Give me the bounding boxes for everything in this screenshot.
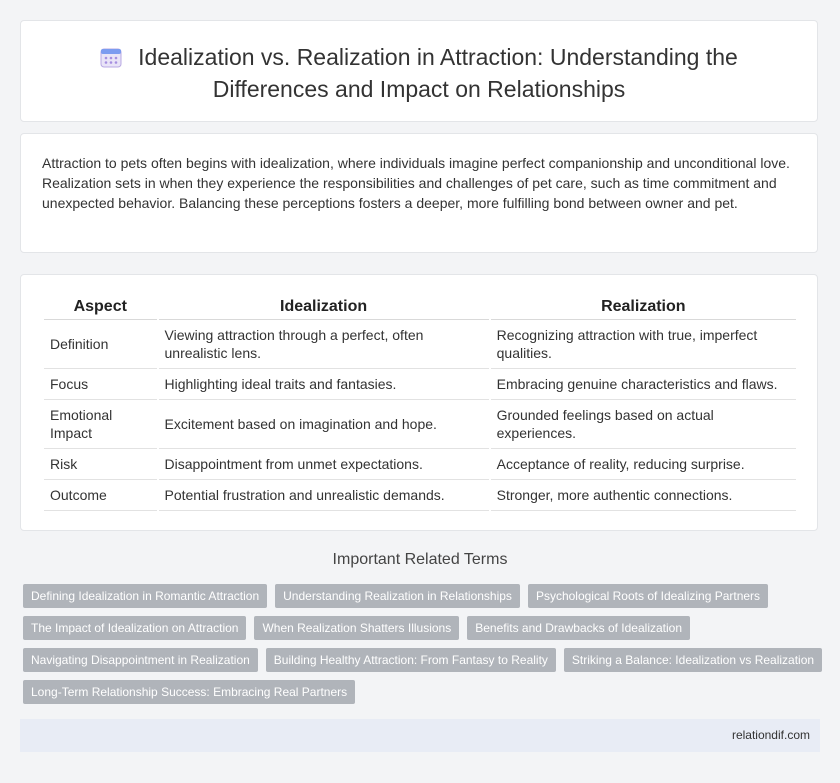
table-cell: Embracing genuine characteristics and flaws. — [491, 369, 796, 400]
table-row — [44, 480, 796, 511]
table-cell: Highlighting ideal traits and fantasies. — [159, 369, 489, 400]
related-term-link[interactable]: Striking a Balance: Idealization vs Realization — [564, 648, 822, 672]
table-cell: Stronger, more authentic connections. — [491, 480, 796, 511]
page-title-text: Idealization vs. Realization in Attraction: Understanding the Differences and Impact on Relationships — [138, 44, 738, 102]
header-idealization: Idealization — [159, 293, 489, 320]
table-cell: Recognizing attraction with true, imperfect qualities. — [491, 320, 796, 369]
comparison-table — [42, 293, 798, 511]
table-cell: Acceptance of reality, reducing surprise. — [491, 449, 796, 480]
table-cell: Excitement based on imagination and hope. — [159, 400, 489, 449]
title-card — [20, 20, 818, 122]
related-term-link[interactable]: Benefits and Drawbacks of Idealization — [467, 616, 690, 640]
header-aspect: Aspect — [44, 293, 157, 320]
table-cell: Emotional Impact — [44, 400, 157, 449]
related-term-link[interactable]: Navigating Disappointment in Realization — [23, 648, 258, 672]
related-term-link[interactable]: The Impact of Idealization on Attraction — [23, 616, 246, 640]
table-cell: Potential frustration and unrealistic demands. — [159, 480, 489, 511]
related-term-link[interactable]: When Realization Shatters Illusions — [254, 616, 459, 640]
table-cell: Disappointment from unmet expectations. — [159, 449, 489, 480]
related-terms-list — [23, 584, 823, 704]
table-cell: Viewing attraction through a perfect, often unrealistic lens. — [159, 320, 489, 369]
intro-paragraph: Attraction to pets often begins with idealization, where individuals imagine perfect companionship and unconditional love. Realization sets in when they experience the responsibilities and challenges of pet care, such as time commitment and unexpected behavior. Balancing these perceptions fosters a deeper, more fulfilling bond between owner and pet. — [42, 155, 790, 211]
related-term-link[interactable]: Understanding Realization in Relationships — [275, 584, 520, 608]
related-term-link[interactable]: Psychological Roots of Idealizing Partners — [528, 584, 768, 608]
footer-site-link[interactable]: relationdif.com — [731, 728, 810, 742]
header-realization: Realization — [491, 293, 796, 320]
table-cell: Definition — [44, 320, 157, 369]
calendar-icon — [100, 46, 122, 75]
table-row — [44, 320, 796, 369]
table-header-row — [44, 293, 796, 320]
footer — [20, 719, 820, 752]
table-cell: Grounded feelings based on actual experiences. — [491, 400, 796, 449]
table-row — [44, 449, 796, 480]
related-term-link[interactable]: Building Healthy Attraction: From Fantasy to Reality — [266, 648, 556, 672]
table-cell: Outcome — [44, 480, 157, 511]
table-row — [44, 369, 796, 400]
related-term-link[interactable]: Defining Idealization in Romantic Attraction — [23, 584, 267, 608]
table-row — [44, 400, 796, 449]
comparison-card — [20, 274, 818, 531]
intro-card — [20, 133, 818, 253]
table-cell: Risk — [44, 449, 157, 480]
related-term-link[interactable]: Long-Term Relationship Success: Embracing Real Partners — [23, 680, 355, 704]
related-terms-title: Important Related Terms — [332, 551, 508, 568]
table-cell: Focus — [44, 369, 157, 400]
page-title — [59, 43, 779, 104]
